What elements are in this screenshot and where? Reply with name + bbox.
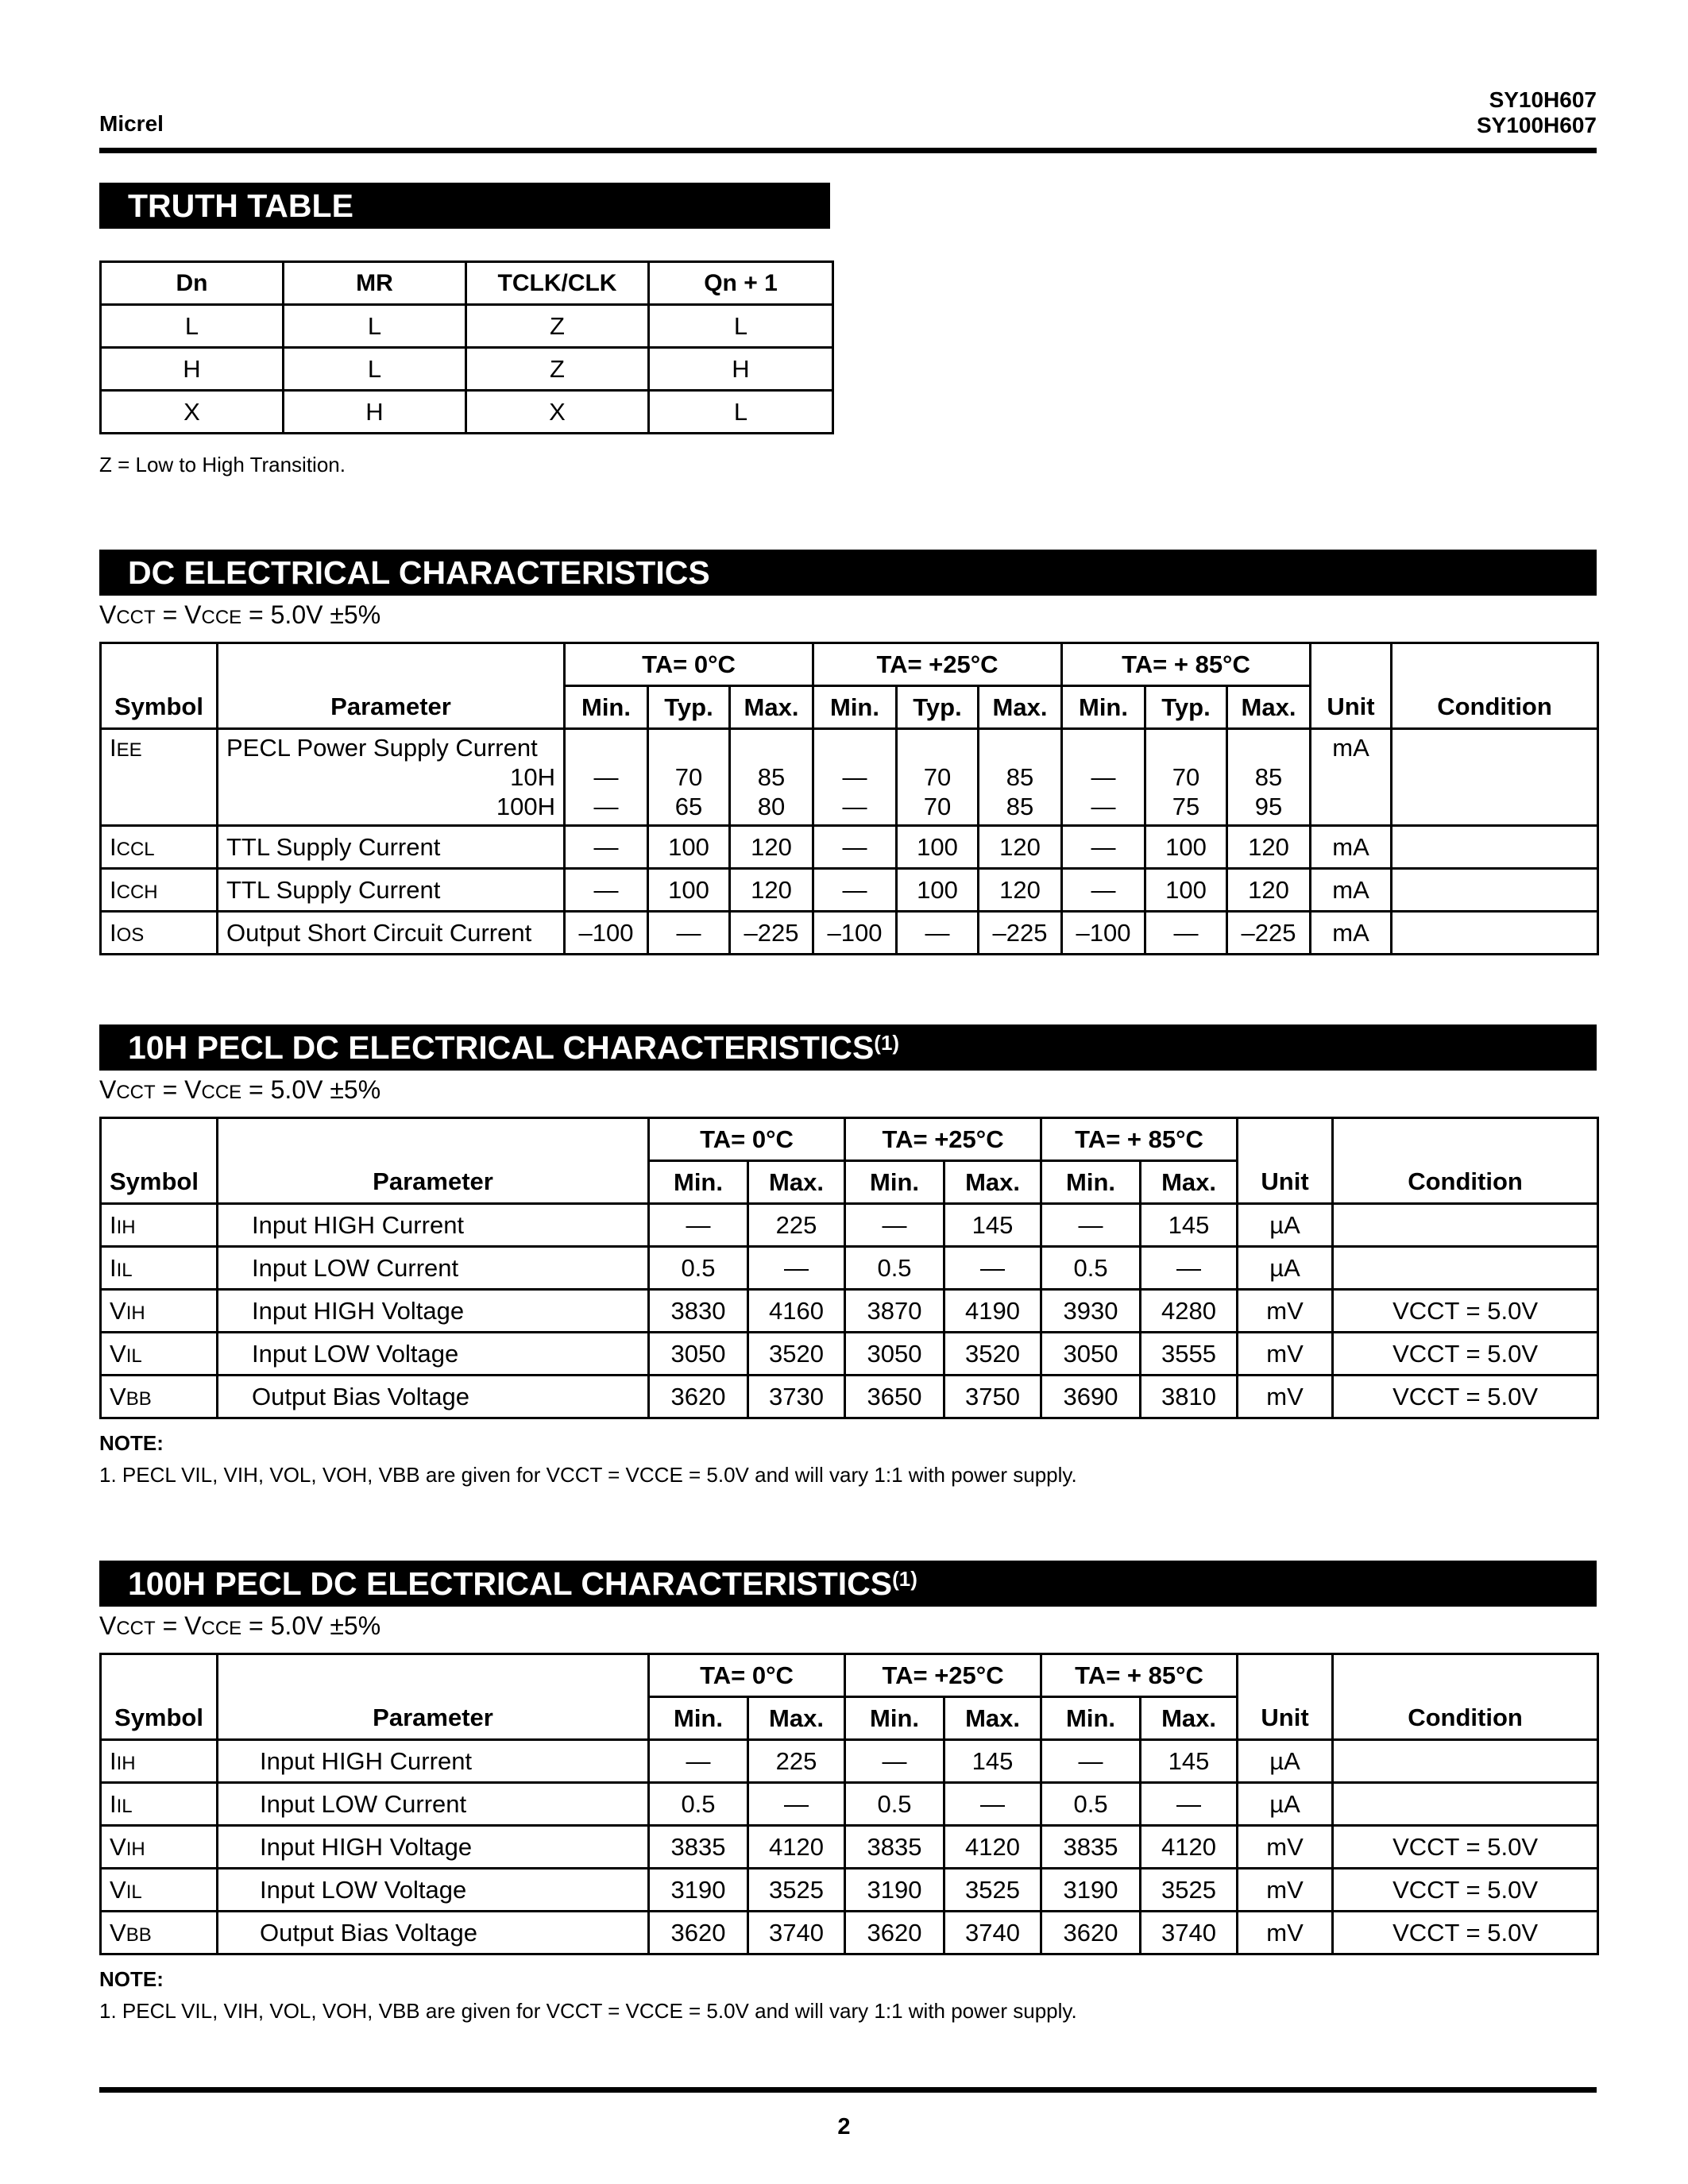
ta-25c-header: TA= +25°C: [813, 643, 1062, 686]
unit-cell: µA: [1238, 1740, 1333, 1783]
table-row: [101, 348, 833, 391]
parameter-header: Parameter: [218, 686, 565, 729]
parameter-cell: Output Short Circuit Current: [218, 912, 565, 955]
part-numbers: [1477, 87, 1597, 138]
symbol-cell: VIH: [101, 1290, 218, 1333]
condition-cell: VCCT = 5.0V: [1333, 1290, 1598, 1333]
parameter-header: Parameter: [218, 1161, 649, 1204]
truth-table-header: [101, 262, 833, 305]
temperature-header-row: [101, 643, 1598, 686]
symbol-cell: IIL: [101, 1783, 218, 1826]
page-number: 2: [837, 2114, 851, 2140]
table-cell: L: [649, 391, 833, 434]
header-rule: [99, 148, 1597, 153]
table-cell: L: [284, 348, 466, 391]
max-header: Max.: [748, 1697, 845, 1740]
parameter-cell: Input HIGH Voltage: [218, 1290, 649, 1333]
parameter-cell: Input HIGH Voltage: [218, 1826, 649, 1869]
table-cell: L: [101, 305, 284, 348]
temperature-header-row: [101, 1118, 1598, 1161]
truth-table-footnote: Z = Low to High Transition.: [99, 453, 346, 477]
pecl100-table: [99, 1653, 1599, 1955]
parameter-cell: Input HIGH Current: [218, 1204, 649, 1247]
unit-cell: mA: [1311, 912, 1392, 955]
unit-cell: µA: [1238, 1783, 1333, 1826]
pecl100-section-title: 100H PECL DC ELECTRICAL CHARACTERISTICS$^{(1)}$: [99, 1561, 1597, 1607]
table-row: IIL Input LOW Current 0.5 — 0.5 — 0.5 — µA: [101, 1247, 1598, 1290]
dc-table: [99, 642, 1599, 955]
table-row: VIH Input HIGH Voltage 3835 4120 3835 4120 3835 4120 mV VCCT = 5.0V: [101, 1826, 1598, 1869]
max-header: Max.: [1141, 1161, 1238, 1204]
condition-header: Condition: [1392, 686, 1598, 729]
min-header: Min.: [649, 1697, 748, 1740]
table-row: ICCH TTL Supply Current — 100 120 — 100 120 — 100 120 mA: [101, 869, 1598, 912]
col-header: Qn + 1: [649, 262, 833, 305]
ta-0c-header: TA= 0°C: [649, 1118, 845, 1161]
part-number-10h: SY10H607: [1489, 87, 1597, 112]
parameter-cell: Input LOW Voltage: [218, 1333, 649, 1376]
parameter-cell: Input LOW Current: [218, 1247, 649, 1290]
truth-table-title: TRUTH TABLE: [99, 183, 830, 229]
column-header-row: [101, 686, 1598, 729]
min-header: Min.: [1041, 1161, 1141, 1204]
table-row: IIL Input LOW Current 0.5 — 0.5 — 0.5 — µA: [101, 1783, 1598, 1826]
unit-cell: mV: [1238, 1869, 1333, 1912]
unit-cell: µA: [1238, 1204, 1333, 1247]
ta-85c-header: TA= + 85°C: [1041, 1118, 1238, 1161]
typ-header: Typ.: [1145, 686, 1227, 729]
table-row: VIH Input HIGH Voltage 3830 4160 3870 4190 3930 4280 mV VCCT = 5.0V: [101, 1290, 1598, 1333]
unit-cell: mA: [1311, 729, 1392, 826]
unit-cell: µA: [1238, 1247, 1333, 1290]
min-header: Min.: [1062, 686, 1145, 729]
table-cell: X: [101, 391, 284, 434]
parameter-header: Parameter: [218, 1697, 649, 1740]
condition-cell: VCCT = 5.0V: [1333, 1376, 1598, 1418]
min-header: Min.: [1041, 1697, 1141, 1740]
table-row: [101, 305, 833, 348]
min-header: Min.: [565, 686, 648, 729]
symbol-cell: ICCH: [101, 869, 218, 912]
condition-cell: VCCT = 5.0V: [1333, 1826, 1598, 1869]
symbol-cell: VIL: [101, 1333, 218, 1376]
temperature-header-row: [101, 1654, 1598, 1697]
unit-header: Unit: [1238, 1697, 1333, 1740]
parameter-cell: Input LOW Current: [218, 1783, 649, 1826]
unit-cell: mV: [1238, 1290, 1333, 1333]
table-row: VBB Output Bias Voltage 3620 3740 3620 3740 3620 3740 mV VCCT = 5.0V: [101, 1912, 1598, 1954]
symbol-header: Symbol: [101, 1697, 218, 1740]
pecl100-note: NOTE: 1. PECL VIL, VIH, VOL, VOH, VBB are given for VCCT = VCCE = 5.0V and will vary 1:1 with power supply.: [99, 1967, 1077, 2023]
ta-25c-header: TA= +25°C: [845, 1118, 1041, 1161]
company-name: Micrel: [99, 111, 164, 136]
pecl10-table: [99, 1117, 1599, 1419]
max-header: Max.: [1141, 1697, 1238, 1740]
table-cell: Z: [466, 348, 649, 391]
unit-cell: mA: [1311, 826, 1392, 869]
table-row: IOS Output Short Circuit Current –100 — –225 –100 — –225 –100 — –225 mA: [101, 912, 1598, 955]
unit-cell: mA: [1311, 869, 1392, 912]
table-cell: L: [284, 305, 466, 348]
symbol-cell: IEE: [101, 729, 218, 826]
col-header: TCLK/CLK: [466, 262, 649, 305]
max-header: Max.: [730, 686, 813, 729]
parameter-cell: Input LOW Voltage: [218, 1869, 649, 1912]
table-row: IEE PECL Power Supply Current 10H 100H — — 70 65 85 80 — — 70 70 85 85 — — 70 75 85 95 mA: [101, 729, 1598, 826]
symbol-cell: VIL: [101, 1869, 218, 1912]
col-header: MR: [284, 262, 466, 305]
symbol-cell: VBB: [101, 1376, 218, 1418]
unit-header: Unit: [1311, 686, 1392, 729]
max-header: Max.: [944, 1697, 1041, 1740]
unit-cell: mV: [1238, 1376, 1333, 1418]
table-row: [101, 391, 833, 434]
symbol-cell: VBB: [101, 1912, 218, 1954]
table-cell: H: [101, 348, 284, 391]
min-header: Min.: [845, 1697, 944, 1740]
symbol-cell: IOS: [101, 912, 218, 955]
column-header-row: [101, 1697, 1598, 1740]
condition-cell: [1333, 1247, 1598, 1290]
table-row: IIH Input HIGH Current — 225 — 145 — 145 µA: [101, 1740, 1598, 1783]
typ-header: Typ.: [648, 686, 730, 729]
ta-0c-header: TA= 0°C: [565, 643, 813, 686]
symbol-header: Symbol: [101, 686, 218, 729]
col-header: Dn: [101, 262, 284, 305]
symbol-cell: IIH: [101, 1204, 218, 1247]
column-header-row: [101, 1161, 1598, 1204]
parameter-cell: Output Bias Voltage: [218, 1912, 649, 1954]
min-header: Min.: [813, 686, 897, 729]
symbol-cell: VIH: [101, 1826, 218, 1869]
condition-cell: [1333, 1204, 1598, 1247]
part-number-100h: SY100H607: [1476, 113, 1597, 137]
condition-cell: [1333, 1740, 1598, 1783]
parameter-cell: Input HIGH Current: [218, 1740, 649, 1783]
table-row: IIH Input HIGH Current — 225 — 145 — 145 µA: [101, 1204, 1598, 1247]
ta-85c-header: TA= + 85°C: [1062, 643, 1311, 686]
table-row: VBB Output Bias Voltage 3620 3730 3650 3750 3690 3810 mV VCCT = 5.0V: [101, 1376, 1598, 1418]
symbol-cell: ICCL: [101, 826, 218, 869]
truth-table: [99, 260, 834, 434]
unit-cell: mV: [1238, 1333, 1333, 1376]
table-cell: L: [649, 305, 833, 348]
table-cell: H: [284, 391, 466, 434]
typ-header: Typ.: [897, 686, 979, 729]
table-row: VIL Input LOW Voltage 3050 3520 3050 3520 3050 3555 mV VCCT = 5.0V: [101, 1333, 1598, 1376]
condition-header: Condition: [1333, 1697, 1598, 1740]
ta-25c-header: TA= +25°C: [845, 1654, 1041, 1697]
unit-cell: mV: [1238, 1912, 1333, 1954]
pecl10-note: NOTE: 1. PECL VIL, VIH, VOL, VOH, VBB are given for VCCT = VCCE = 5.0V and will vary 1:1 with power supply.: [99, 1431, 1077, 1487]
supply-condition: VCCT = VCCE = 5.0V ±5%: [99, 1075, 381, 1104]
condition-header: Condition: [1333, 1161, 1598, 1204]
dc-section-title: DC ELECTRICAL CHARACTERISTICS: [99, 550, 1597, 596]
symbol-cell: IIH: [101, 1740, 218, 1783]
symbol-header: Symbol: [101, 1161, 218, 1204]
condition-cell: VCCT = 5.0V: [1333, 1912, 1598, 1954]
min-header: Min.: [649, 1161, 748, 1204]
condition-cell: VCCT = 5.0V: [1333, 1333, 1598, 1376]
table-cell: Z: [466, 305, 649, 348]
table-cell: H: [649, 348, 833, 391]
table-cell: X: [466, 391, 649, 434]
max-header: Max.: [748, 1161, 845, 1204]
supply-condition: VCCT = VCCE = 5.0V ±5%: [99, 600, 381, 629]
parameter-cell: PECL Power Supply Current 10H 100H: [218, 729, 565, 826]
max-header: Max.: [944, 1161, 1041, 1204]
pecl10-section-title: 10H PECL DC ELECTRICAL CHARACTERISTICS$^{(1)}$: [99, 1024, 1597, 1071]
supply-condition: VCCT = VCCE = 5.0V ±5%: [99, 1611, 381, 1640]
table-row: ICCL TTL Supply Current — 100 120 — 100 120 — 100 120 mA: [101, 826, 1598, 869]
max-header: Max.: [1227, 686, 1311, 729]
condition-cell: [1333, 1783, 1598, 1826]
ta-0c-header: TA= 0°C: [649, 1654, 845, 1697]
condition-cell: VCCT = 5.0V: [1333, 1869, 1598, 1912]
table-row: VIL Input LOW Voltage 3190 3525 3190 3525 3190 3525 mV VCCT = 5.0V: [101, 1869, 1598, 1912]
footer-rule: [99, 2087, 1597, 2093]
parameter-cell: TTL Supply Current: [218, 826, 565, 869]
unit-cell: mV: [1238, 1826, 1333, 1869]
max-header: Max.: [979, 686, 1062, 729]
unit-header: Unit: [1238, 1161, 1333, 1204]
min-header: Min.: [845, 1161, 944, 1204]
symbol-cell: IIL: [101, 1247, 218, 1290]
ta-85c-header: TA= + 85°C: [1041, 1654, 1238, 1697]
parameter-cell: Output Bias Voltage: [218, 1376, 649, 1418]
parameter-cell: TTL Supply Current: [218, 869, 565, 912]
